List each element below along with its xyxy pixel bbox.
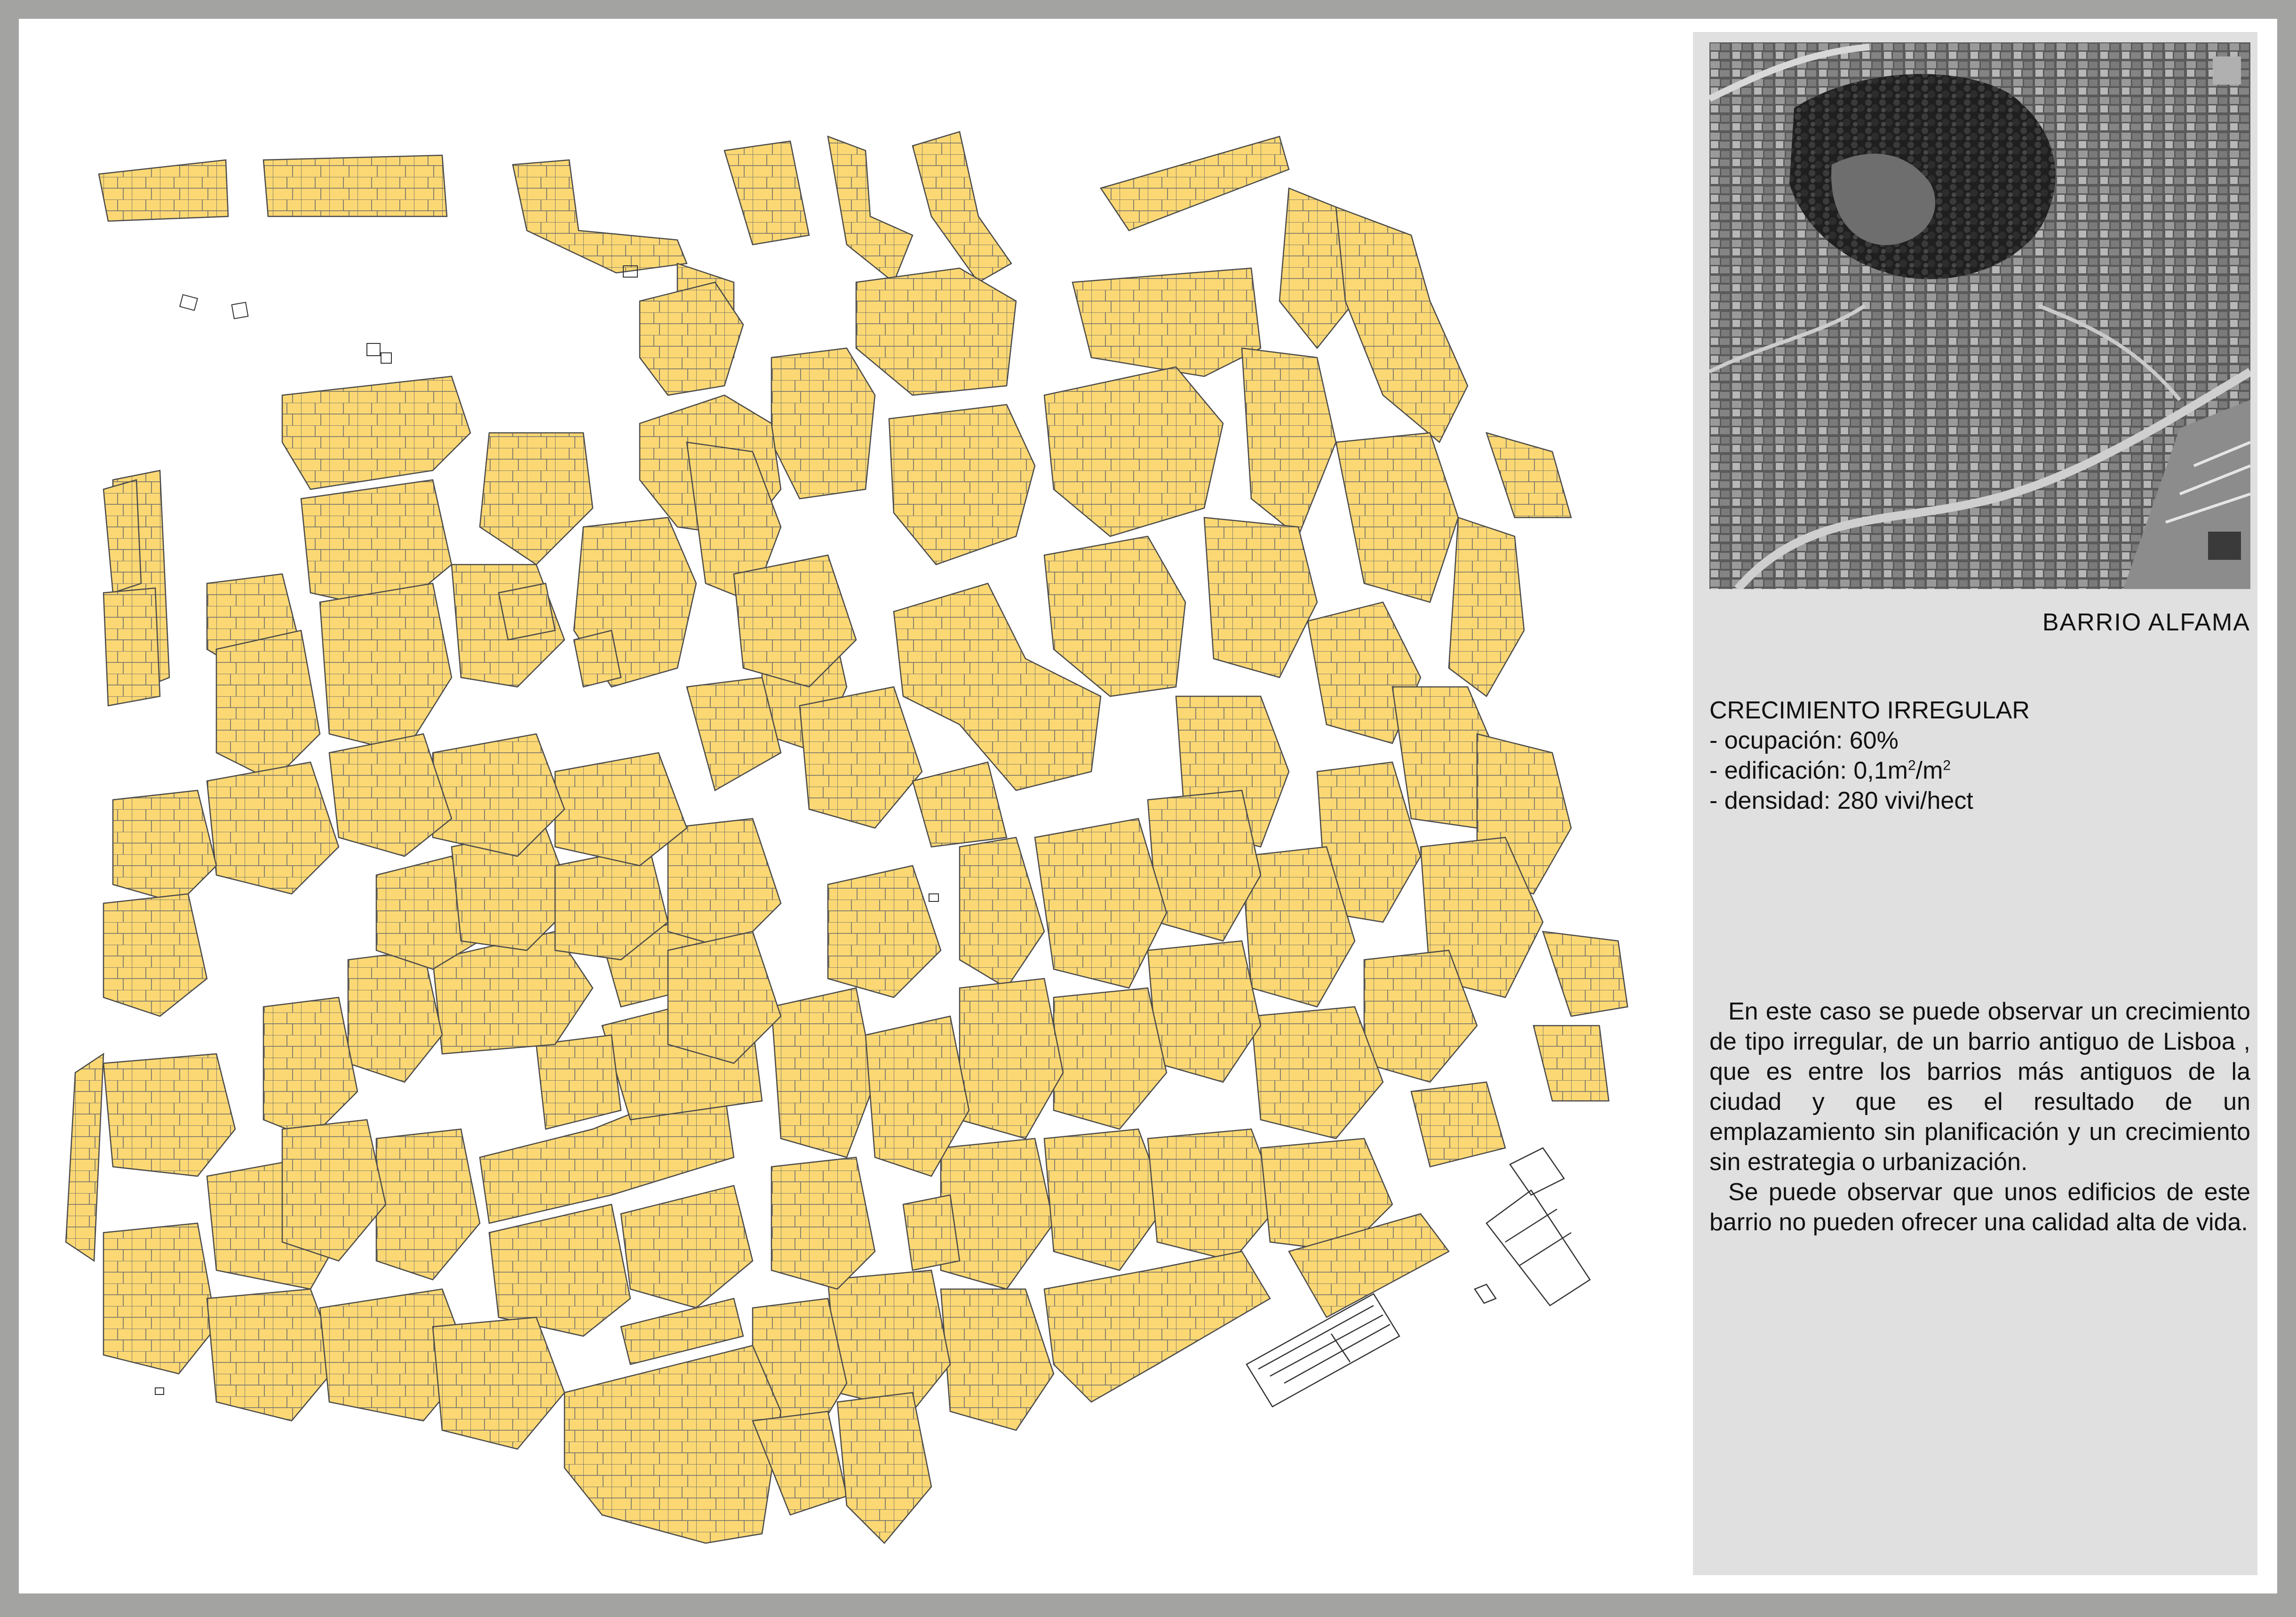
building-block [828, 866, 941, 997]
building-block [1101, 136, 1289, 231]
building-block [113, 790, 216, 903]
building-block [1148, 1129, 1279, 1261]
building-block [1251, 1007, 1383, 1139]
building-block [724, 141, 809, 245]
building-block [66, 1054, 103, 1261]
building-block [668, 819, 781, 950]
building-block [1148, 790, 1261, 941]
building-block [348, 950, 442, 1082]
building-block [960, 837, 1044, 988]
building-block [828, 1270, 950, 1411]
description [1709, 996, 2250, 1237]
building-block [207, 762, 339, 894]
building-block [771, 348, 875, 499]
building-block [889, 405, 1035, 565]
building-block [1148, 941, 1261, 1082]
building-block [913, 762, 1007, 847]
building-block [216, 630, 320, 781]
building-block [687, 677, 781, 790]
building-block [263, 997, 358, 1139]
stat-densidad: - densidad: 280 vivi/hect [1709, 787, 1973, 814]
building-block [282, 1120, 386, 1261]
building-block [1204, 518, 1317, 677]
building-block [499, 583, 555, 640]
stats-heading: CRECIMIENTO IRREGULAR [1709, 697, 2030, 724]
building-block [103, 480, 141, 593]
photo-caption: BARRIO ALFAMA [2042, 609, 2250, 636]
building-block [771, 1157, 875, 1289]
building-block [960, 979, 1063, 1139]
building-block [433, 1317, 564, 1449]
description-paragraph-2: Se puede observar que unos edificios de este barrio no pueden ofrecer una calidad alta de vida. [1709, 1179, 2250, 1236]
building-block [1044, 1251, 1270, 1402]
building-block [282, 376, 470, 489]
sheet [19, 19, 2277, 1593]
stat-edificacion-sup-2: 2 [1943, 757, 1951, 773]
building-block [800, 687, 922, 828]
building-block [536, 1035, 621, 1129]
building-block [1486, 433, 1571, 518]
building-block [1044, 367, 1223, 536]
aerial-photo-image [1709, 42, 2250, 589]
figure-ground-map [19, 19, 1684, 1593]
building-block [903, 1195, 960, 1270]
building-block [103, 1054, 235, 1176]
stat-edificacion-unit: /m [1915, 757, 1943, 784]
building-block [668, 932, 781, 1063]
building-block [513, 160, 687, 273]
building-block [564, 1346, 781, 1543]
stats-block [1709, 695, 2030, 816]
building-block [320, 583, 452, 753]
building-block [837, 1393, 931, 1543]
building-block [103, 1223, 216, 1374]
building-block [480, 433, 593, 565]
building-block [941, 1289, 1054, 1430]
building-block [1336, 433, 1458, 602]
building-block [103, 588, 160, 706]
building-block [263, 155, 447, 216]
building-block [1044, 536, 1185, 696]
building-block [1054, 988, 1167, 1129]
stat-edificacion-text: - edificación: 0,1m [1709, 757, 1908, 784]
building-block [1044, 1129, 1167, 1270]
aerial-photo [1709, 42, 2250, 589]
map-svg [19, 19, 1684, 1593]
building-block [1543, 932, 1628, 1016]
building-block [99, 160, 228, 221]
building-block [621, 1186, 753, 1308]
building-blocks [66, 132, 1628, 1543]
building-block [555, 753, 687, 866]
building-block [1411, 1082, 1505, 1167]
building-block [103, 894, 207, 1016]
building-block [1242, 348, 1336, 536]
building-block [1449, 518, 1524, 696]
building-block [941, 1139, 1054, 1289]
stat-edificacion-sup-1: 2 [1907, 757, 1916, 773]
stat-edificacion [1709, 756, 2030, 786]
building-block [376, 1129, 480, 1280]
building-block [1336, 207, 1468, 442]
building-block [856, 268, 1016, 395]
building-block [1035, 819, 1167, 988]
building-block [1533, 1026, 1609, 1101]
building-block [489, 1204, 630, 1336]
description-paragraph-1: En este caso se puede observar un crecimiento de tipo irregular, de un barrio antiguo de Lisboa , que es entre los barrios más antiguos de la ciudad y que es el resultado de un emplazamiento sin planificación y un crecimiento sin estrategia o urbanización. [1709, 998, 2250, 1176]
building-block [828, 136, 913, 282]
building-block [771, 988, 875, 1157]
building-block [207, 1289, 339, 1421]
building-block [1073, 268, 1261, 376]
building-block [913, 132, 1011, 282]
info-panel [1693, 32, 2257, 1575]
stat-ocupacion: - ocupación: 60% [1709, 727, 1899, 754]
